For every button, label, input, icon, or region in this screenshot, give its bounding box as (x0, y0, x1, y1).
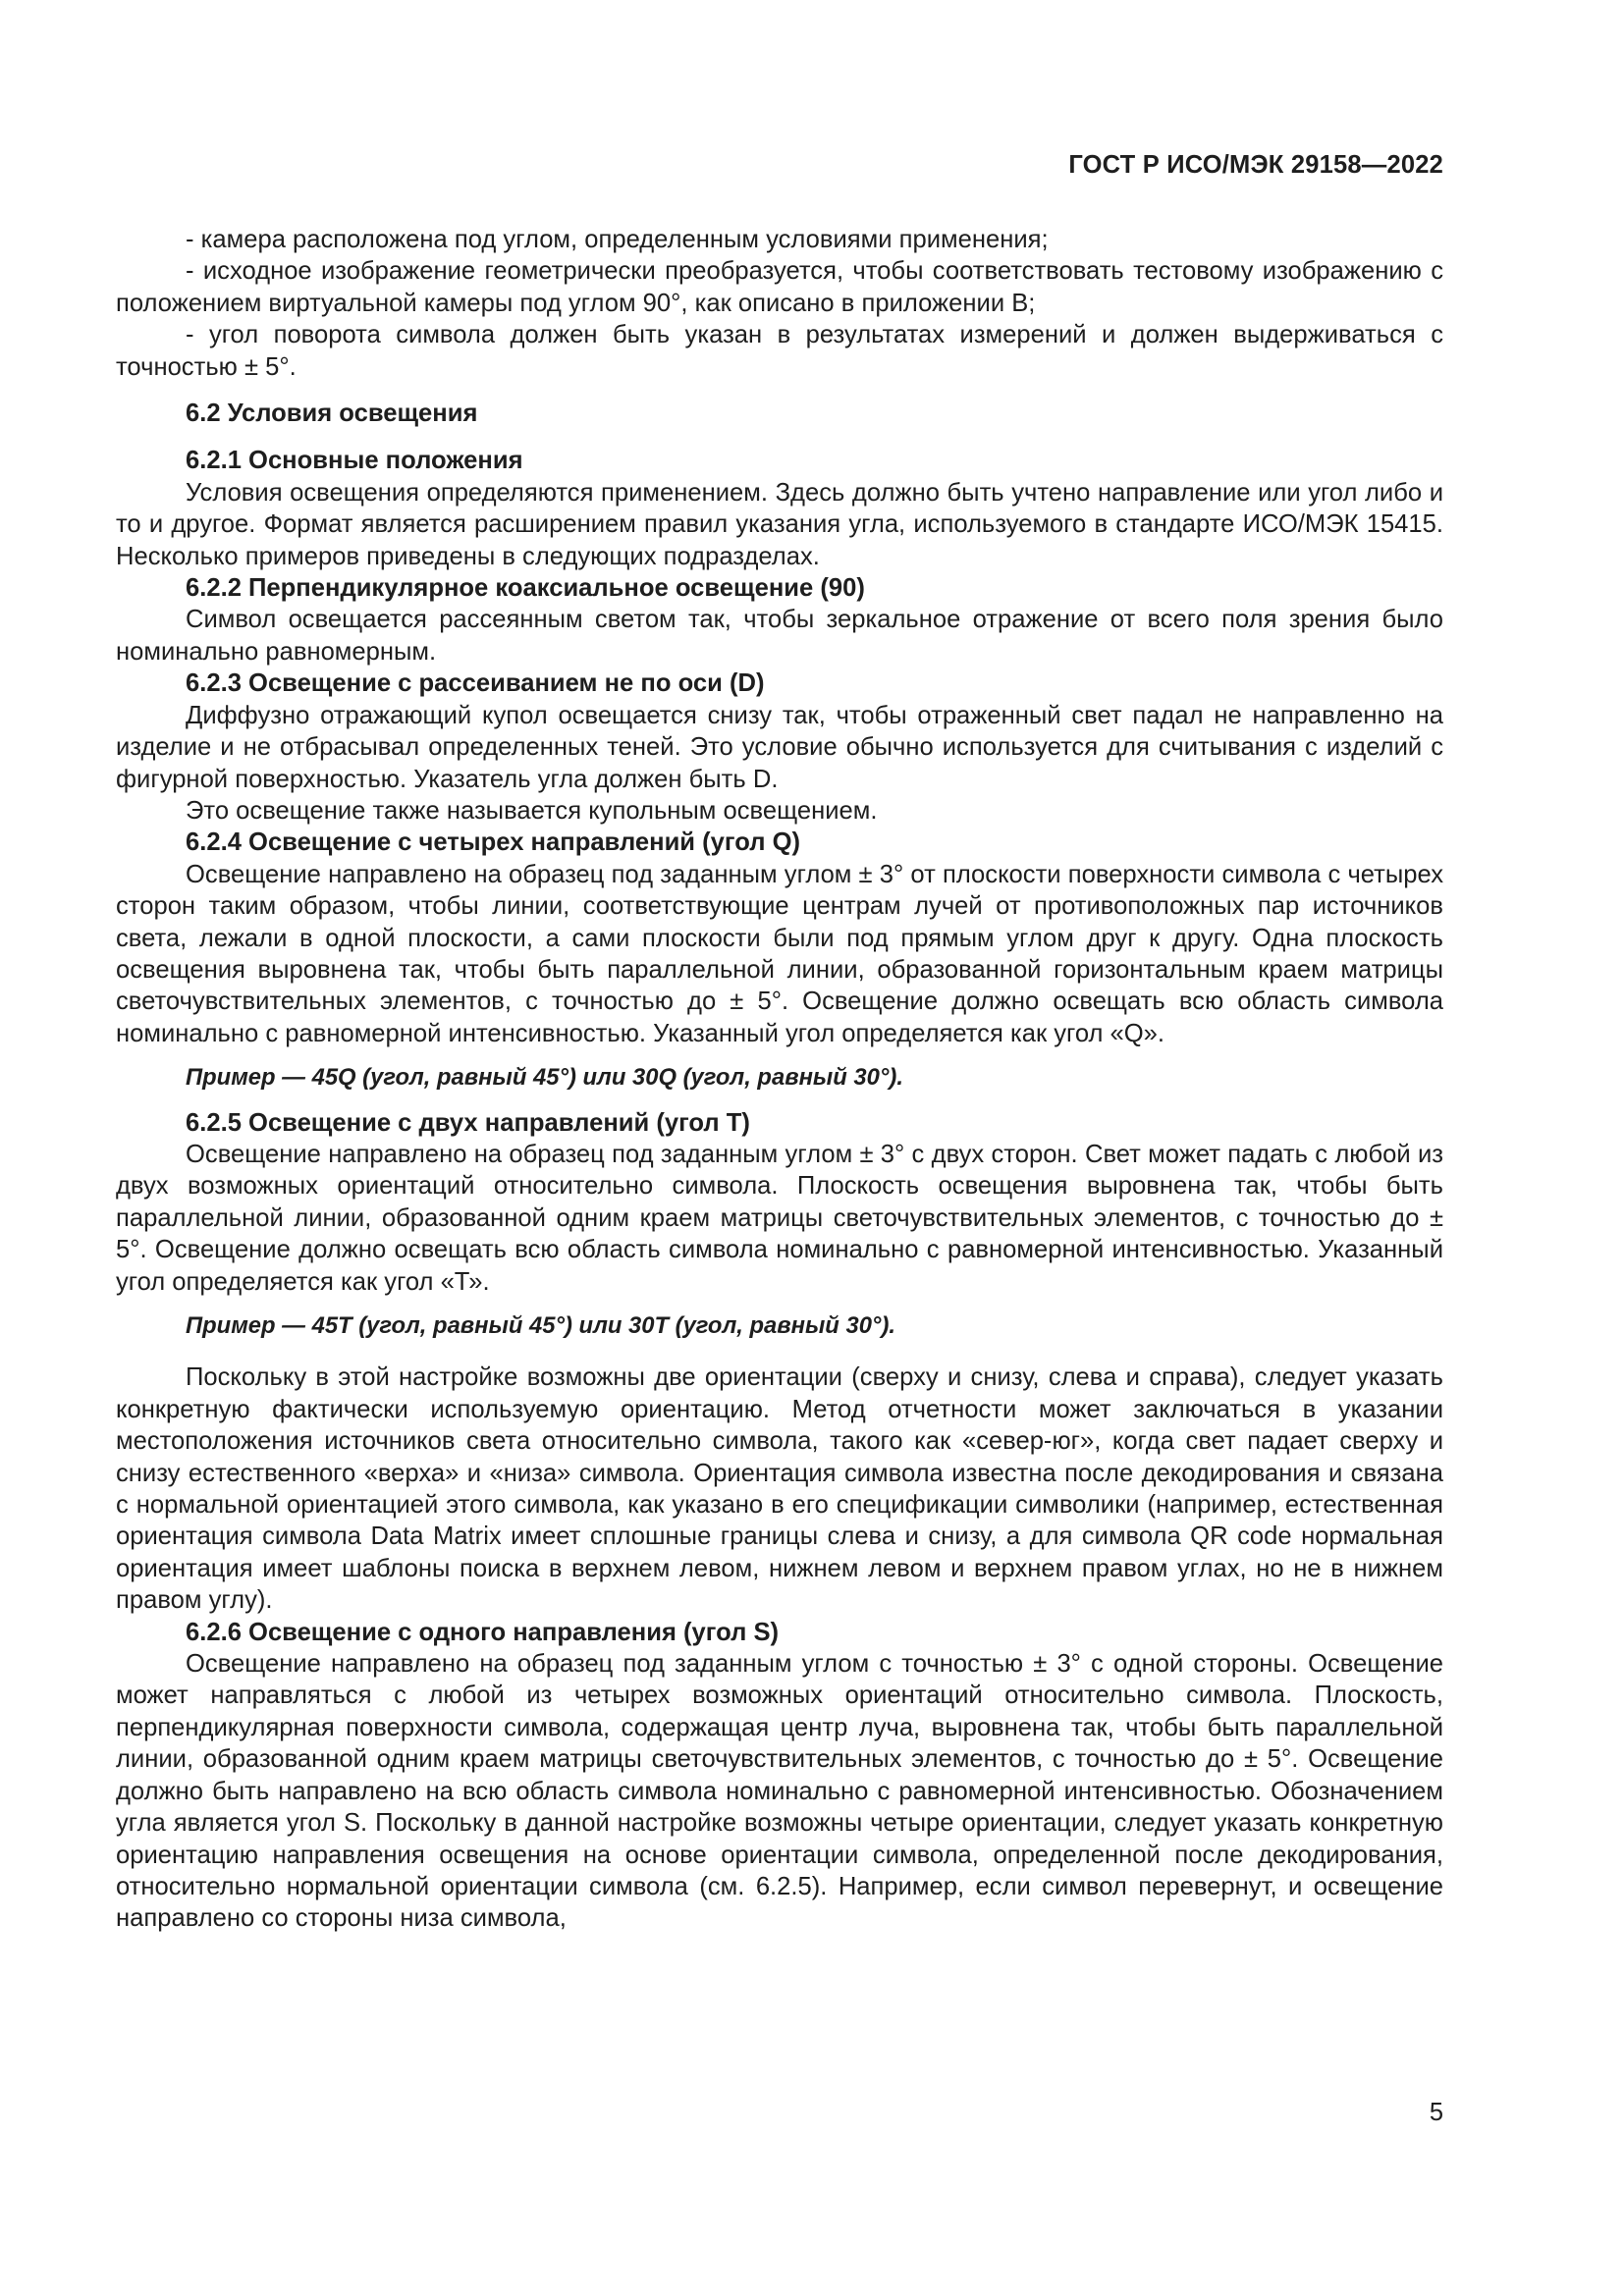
section-6-2-2-title: 6.2.2 Перпендикулярное коаксиальное освещение (90) (186, 574, 865, 603)
section-6-2-3-title: 6.2.3 Освещение с рассеиванием не по оси (D) (186, 669, 765, 698)
section-6-2-2-paragraph: Символ освещается рассеянным светом так, чтобы зеркальное отражение от всего поля зрения было номинально равномерным. (116, 606, 1443, 666)
section-6-2-4-example: Пример — 45Q (угол, равный 45°) или 30Q (угол, равный 30°). (186, 1064, 903, 1092)
intro-item-3: - угол поворота символа должен быть указан в результатах измерений и должен выдерживаться с точностью ± 5°. (116, 321, 1443, 381)
section-6-2-3-paragraph-2: Это освещение также называется купольным освещением. (186, 796, 878, 825)
page-content (116, 224, 1443, 1935)
intro-item-1: - камера расположена под углом, определенным условиями применения; (186, 226, 1049, 253)
page-number: 5 (1429, 2099, 1443, 2126)
section-6-2-4-title: 6.2.4 Освещение с четырех направлений (угол Q) (186, 828, 801, 857)
intro-item-2: - исходное изображение геометрически преобразуется, чтобы соответствовать тестовому изображению с положением виртуальной камеры под углом 90°, как описано в приложении В; (116, 257, 1443, 317)
section-6-2-5-example: Пример — 45T (угол, равный 45°) или 30T (угол, равный 30°). (186, 1312, 895, 1339)
section-6-2-5-orientation-paragraph: Поскольку в этой настройке возможны две ориентации (сверху и снизу, слева и справа), следует указать конкретную фактически используемую ориентацию. Метод отчетности может заключаться в указании местоположения источников света относительно символа, такого как «север-юг», когда свет падает сверху и снизу естественного «верха» и «низа» символа. Ориентация символа известна после декодирования и связана с нормальной ориентацией этого символа, как указано в его спецификации символики (например, естественная ориентация символа Data Matrix имеет сплошные границы слева и снизу, а для символа QR code нормальная ориентация имеет шаблоны поиска в верхнем левом, нижнем левом и верхнем правом углах, но не в нижнем правом углу). (116, 1363, 1443, 1615)
standard-header: ГОСТ Р ИСО/МЭК 29158—2022 (1068, 151, 1443, 179)
section-6-2-title: 6.2 Условия освещения (186, 400, 478, 428)
section-6-2-6-title: 6.2.6 Освещение с одного направления (угол S) (186, 1618, 780, 1646)
section-6-2-1-title: 6.2.1 Основные положения (186, 447, 523, 475)
section-6-2-5-title: 6.2.5 Освещение с двух направлений (угол Т) (186, 1108, 750, 1137)
section-6-2-4-paragraph: Освещение направлено на образец под заданным углом ± 3° от плоскости поверхности символа с четырех сторон таким образом, чтобы линии, соответствующие центрам лучей от противоположных пар источников света, лежали в одной плоскости, а сами плоскости были под прямым углом друг к другу. Одна плоскость освещения выровнена так, чтобы быть параллельной линии, образованной горизонтальным краем матрицы светочувствительных элементов, с точностью до ± 5°. Освещение должно освещать всю область символа номинально с равномерной интенсивностью. Указанный угол определяется как угол «Q». (116, 860, 1443, 1047)
section-6-2-5-paragraph: Освещение направлено на образец под заданным углом ± 3° с двух сторон. Свет может падать с любой из двух возможных ориентаций относительно символа. Плоскость освещения выровнена так, чтобы быть параллельной линии, образованной одним краем матрицы светочувствительных элементов, с точностью до ± 5°. Освещение должно освещать всю область символа номинально с равномерной интенсивностью. Указанный угол определяется как угол «Т». (116, 1140, 1443, 1296)
section-6-2-1-paragraph: Условия освещения определяются применением. Здесь должно быть учтено направление или угол либо и то и другое. Формат является расширением правил указания угла, используемого в стандарте ИСО/МЭК 15415. Несколько примеров приведены в следующих подразделах. (116, 478, 1443, 570)
section-6-2-6-paragraph: Освещение направлено на образец под заданным углом с точностью ± 3° с одной стороны. Освещение может направляться с любой из четырех возможных ориентаций относительно символа. Плоскость, перпендикулярная поверхности символа, содержащая центр луча, выровнена так, чтобы быть параллельной линии, образованной одним краем матрицы светочувствительных элементов, с точностью до ± 5°. Освещение должно быть направлено на всю область символа номинально с равномерной интенсивностью. Обозначением угла является угол S. Поскольку в данной настройке возможны четыре ориентации, следует указать конкретную ориентацию направления освещения на основе ориентации символа, определенной после декодирования, относительно нормальной ориентации символа (см. 6.2.5). Например, если символ перевернут, и освещение направлено со стороны низа символа, (116, 1650, 1443, 1933)
section-6-2-3-paragraph-1: Диффузно отражающий купол освещается снизу так, чтобы отраженный свет падал не направленно на изделие и не отбрасывал определенных теней. Это условие обычно используется для считывания с изделий с фигурной поверхностью. Указатель угла должен быть D. (116, 701, 1443, 793)
